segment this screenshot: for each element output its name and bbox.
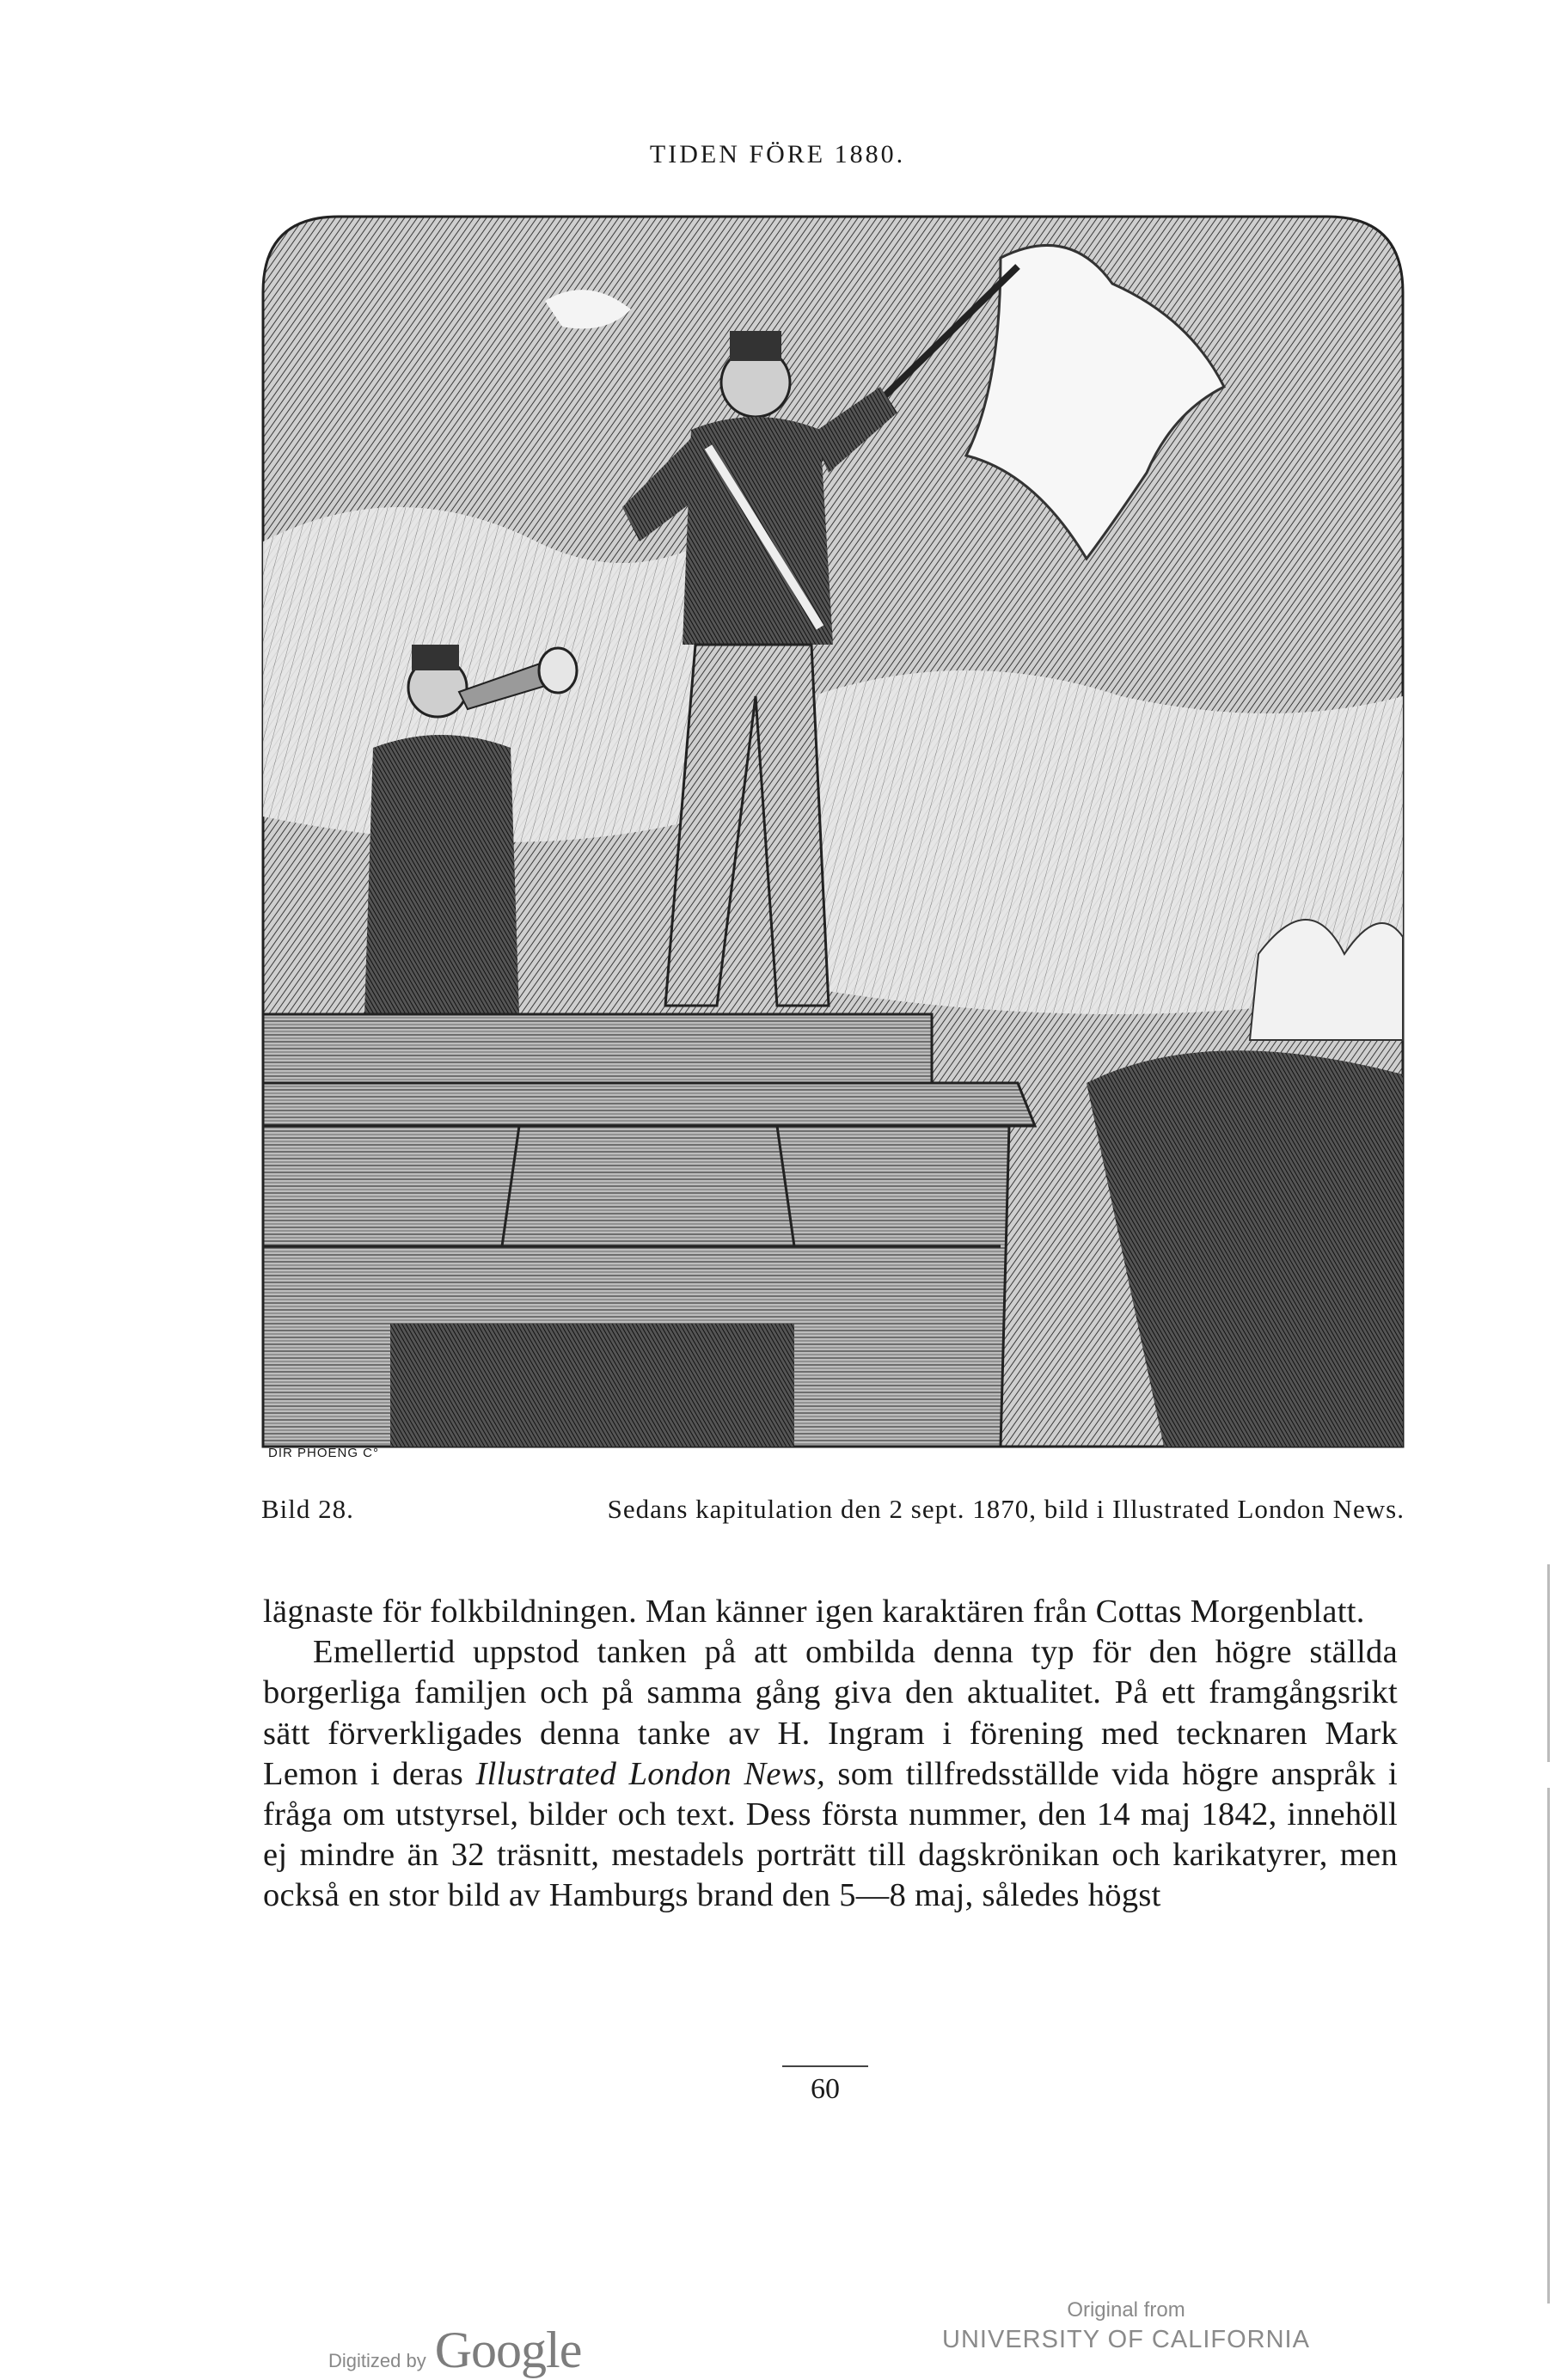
digitized-label: Digitized by — [328, 2350, 426, 2371]
digitized-by-watermark — [328, 2321, 581, 2380]
running-head: TIDEN FÖRE 1880. — [649, 140, 906, 168]
original-from-watermark — [928, 2298, 1324, 2354]
paragraph-2-end: som tillfredsställde vida högre anspråk i fråga om utstyrsel, bilder och text. Dess första nummer, den 14 maj 1842, innehöll ej mindre än 32 träsnitt, mestadels porträtt till dagskrönikan och karikatyrer, men också en stor bild av Hamburgs brand den 5—8 maj, således högst — [263, 1755, 1398, 1914]
engraver-mark: DIR PHOENG C° — [268, 1446, 380, 1460]
paragraph-2 — [263, 1632, 1398, 1916]
caption-text: Sedans kapitulation den 2 sept. 1870, bild i Illustrated London News. — [607, 1494, 1405, 1524]
paragraph-1: lägnaste för folkbildningen. Man känner igen karaktären från Cottas Morgenblatt. — [263, 1594, 1365, 1630]
publication-title: Illustrated London News, — [475, 1755, 826, 1792]
body-text — [263, 1592, 1398, 1917]
engraving-illustration — [261, 215, 1405, 1448]
institution-name: UNIVERSITY OF CALIFORNIA — [942, 2326, 1310, 2353]
original-from-label: Original from — [1067, 2298, 1185, 2322]
folio-rule — [782, 2065, 868, 2067]
figure-caption — [261, 1494, 1405, 1525]
scan-edge-mark — [1547, 1564, 1550, 1762]
caption-number: Bild 28. — [261, 1494, 354, 1524]
scan-edge-mark — [1547, 1788, 1550, 2304]
paragraph-2-start: Emellertid uppstod tanken på att ombilda denna typ för den högre ställda borgerliga familjen och på samma gång giva den aktualitet. På ett framgångsrikt sätt förverkligades denna tanke av H. Ingram i förening med tecknaren Mark Lemon i deras — [263, 1634, 1398, 1792]
page-number: 60 — [811, 2073, 840, 2105]
google-logo: Google — [434, 2322, 582, 2378]
